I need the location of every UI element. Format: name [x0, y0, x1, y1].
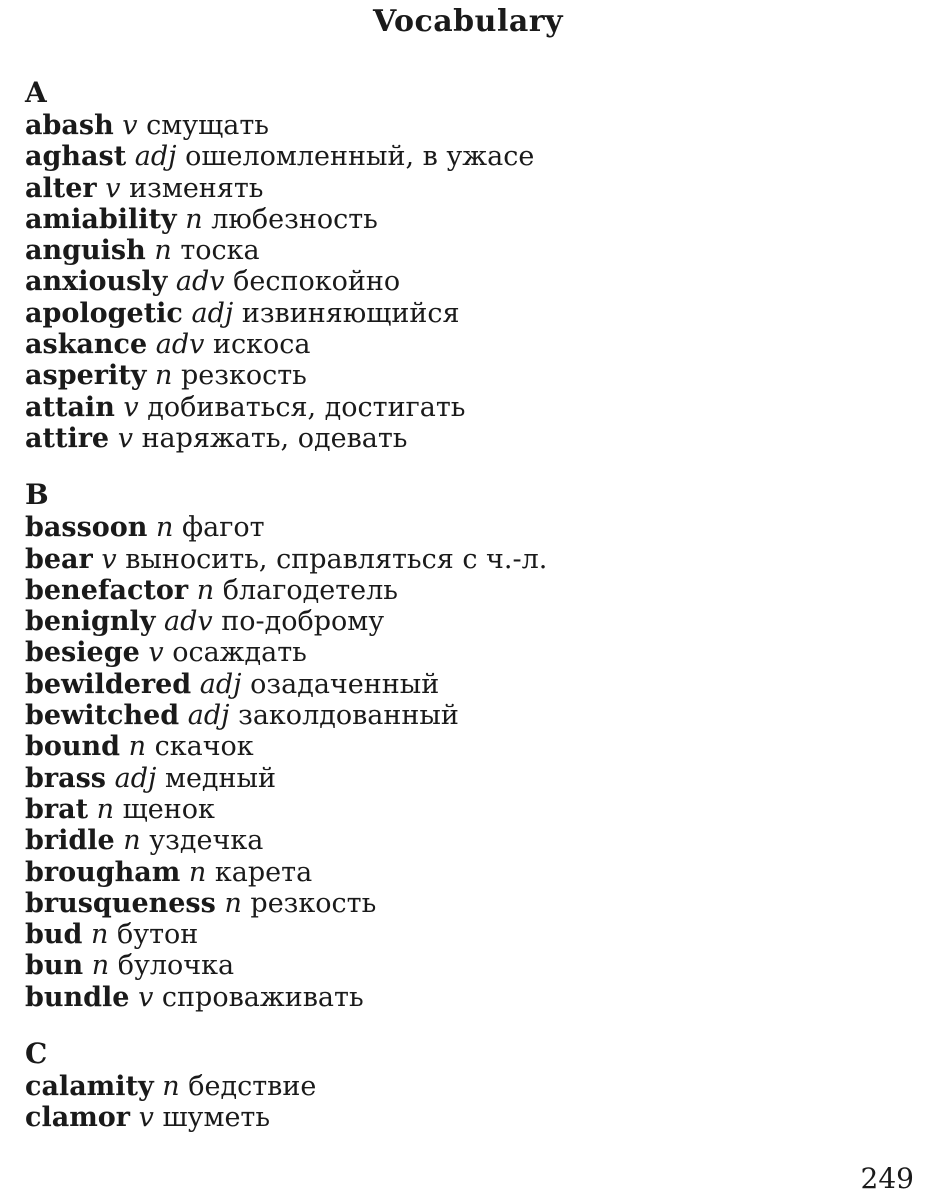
- entry-word: calamity: [25, 1071, 154, 1103]
- page-number: 249: [860, 1162, 914, 1195]
- section-letter: B: [25, 478, 49, 512]
- entry-translation: фагот: [182, 512, 265, 544]
- entry-part-of-speech: n: [162, 1071, 180, 1103]
- entry-translation: благодетель: [222, 574, 398, 606]
- entry-word: bassoon: [25, 512, 148, 544]
- entry-word: benignly: [25, 606, 156, 638]
- vocabulary-entry: [25, 512, 915, 543]
- vocabulary-entry: [25, 731, 915, 762]
- entry-word: abash: [25, 110, 114, 141]
- vocabulary-entry: [25, 110, 915, 141]
- entry-translation: заколдованный: [238, 700, 459, 732]
- entry-word: amiability: [25, 203, 177, 235]
- vocabulary-entry: [25, 392, 915, 423]
- entry-part-of-speech: adj: [187, 700, 230, 732]
- vocabulary-entry: [25, 141, 915, 172]
- entry-part-of-speech: n: [128, 731, 147, 763]
- vocabulary-entry: [25, 700, 915, 731]
- entry-word: benefactor: [25, 574, 189, 606]
- entry-word: alter: [25, 172, 97, 204]
- vocabulary-entry: [25, 1071, 915, 1102]
- vocabulary-entry: [25, 544, 915, 575]
- vocabulary-entry: [25, 637, 915, 668]
- entry-translation: щенок: [122, 793, 215, 825]
- entry-part-of-speech: v: [138, 981, 154, 1013]
- vocabulary-entry: [25, 423, 915, 454]
- entry-translation: изменять: [129, 172, 264, 204]
- section-letter: A: [25, 76, 47, 109]
- entry-translation: резкость: [250, 887, 377, 919]
- entry-part-of-speech: adj: [191, 297, 234, 329]
- entry-translation: бутон: [116, 919, 199, 951]
- entry-part-of-speech: adj: [199, 668, 242, 700]
- entry-translation: по-доброму: [221, 606, 385, 638]
- entry-translation: резкость: [180, 360, 307, 392]
- entry-word: attain: [25, 391, 115, 423]
- entry-translation: смущать: [146, 110, 270, 141]
- entry-part-of-speech: v: [101, 543, 117, 575]
- vocabulary-section: [25, 1037, 915, 1134]
- entry-part-of-speech: n: [154, 235, 172, 267]
- entry-part-of-speech: n: [96, 793, 115, 825]
- vocabulary-entry: [25, 857, 915, 888]
- entry-part-of-speech: adv: [164, 606, 213, 638]
- entry-word: aghast: [25, 141, 127, 173]
- entry-part-of-speech: adj: [134, 141, 177, 173]
- entry-word: brusqueness: [25, 887, 216, 919]
- entry-translation: искоса: [212, 329, 311, 361]
- entry-translation: добиваться, достигать: [147, 391, 466, 423]
- entry-translation: шуметь: [162, 1102, 271, 1134]
- vocabulary-entry: [25, 329, 915, 360]
- vocabulary-list: [25, 76, 915, 1158]
- entry-part-of-speech: n: [224, 887, 242, 919]
- entry-word: bridle: [25, 825, 115, 857]
- entry-translation: бедствие: [188, 1071, 317, 1103]
- entry-part-of-speech: v: [105, 172, 121, 204]
- entry-part-of-speech: adv: [175, 266, 225, 298]
- entry-word: asperity: [25, 360, 147, 392]
- entry-translation: медный: [164, 762, 277, 794]
- entry-part-of-speech: n: [185, 203, 203, 235]
- entry-translation: извиняющийся: [241, 297, 460, 329]
- vocabulary-entry: [25, 825, 915, 856]
- entry-translation: наряжать, одевать: [141, 422, 408, 454]
- entry-part-of-speech: n: [91, 950, 110, 982]
- vocabulary-entry: [25, 794, 915, 825]
- entry-word: bun: [25, 950, 84, 982]
- vocabulary-entry: [25, 950, 915, 981]
- entry-word: anxiously: [25, 266, 168, 298]
- entry-translation: скачок: [154, 731, 254, 763]
- page-title: Vocabulary: [372, 4, 564, 39]
- entry-translation: уздечка: [149, 825, 264, 857]
- vocabulary-entry: [25, 606, 915, 637]
- entry-translation: булочка: [117, 950, 235, 982]
- vocabulary-entry: [25, 266, 915, 297]
- entry-translation: любезность: [211, 203, 378, 235]
- vocabulary-entry: [25, 173, 915, 204]
- entry-word: besiege: [25, 637, 140, 669]
- entry-part-of-speech: adj: [114, 762, 157, 794]
- entry-part-of-speech: v: [138, 1102, 154, 1134]
- vocabulary-entry: [25, 982, 915, 1013]
- entry-translation: выносить, справляться с ч.-л.: [125, 543, 548, 575]
- entry-part-of-speech: n: [156, 512, 174, 544]
- vocabulary-entry: [25, 575, 915, 606]
- entry-part-of-speech: n: [196, 574, 215, 606]
- entry-part-of-speech: n: [155, 360, 173, 392]
- entry-part-of-speech: v: [117, 422, 133, 454]
- entry-part-of-speech: v: [122, 110, 138, 141]
- entry-part-of-speech: n: [123, 825, 141, 857]
- vocabulary-entry: [25, 763, 915, 794]
- entry-translation: осаждать: [172, 637, 307, 669]
- entry-word: bud: [25, 919, 83, 951]
- entry-word: attire: [25, 422, 110, 454]
- entry-word: bear: [25, 543, 93, 575]
- vocabulary-entry: [25, 235, 915, 266]
- entry-translation: ошеломленный, в ужасе: [185, 141, 535, 173]
- entry-part-of-speech: v: [123, 391, 139, 423]
- entry-word: brat: [25, 793, 89, 825]
- entry-translation: тоска: [180, 235, 260, 267]
- entry-part-of-speech: adv: [155, 329, 205, 361]
- entry-translation: спроваживать: [161, 981, 364, 1013]
- entry-word: clamor: [25, 1102, 130, 1134]
- entry-part-of-speech: v: [148, 637, 164, 669]
- entry-translation: озадаченный: [250, 668, 440, 700]
- entry-word: bundle: [25, 981, 130, 1013]
- entry-word: brass: [25, 762, 106, 794]
- vocabulary-entry: [25, 298, 915, 329]
- entry-translation: беспокойно: [233, 266, 401, 298]
- vocabulary-entry: [25, 919, 915, 950]
- vocabulary-entry: [25, 669, 915, 700]
- entry-part-of-speech: n: [90, 919, 109, 951]
- entry-word: bound: [25, 731, 121, 763]
- entry-word: anguish: [25, 235, 146, 267]
- vocabulary-entry: [25, 888, 915, 919]
- section-letter: C: [25, 1037, 48, 1071]
- vocabulary-entry: [25, 360, 915, 391]
- vocabulary-section: [25, 478, 915, 1013]
- vocabulary-section: [25, 76, 915, 454]
- vocabulary-entry: [25, 204, 915, 235]
- entry-word: brougham: [25, 856, 181, 888]
- entry-word: askance: [25, 329, 148, 361]
- entry-translation: карета: [214, 856, 313, 888]
- entry-word: bewildered: [25, 668, 192, 700]
- entry-part-of-speech: n: [188, 856, 207, 888]
- entry-word: apologetic: [25, 297, 183, 329]
- entry-word: bewitched: [25, 700, 180, 732]
- vocabulary-entry: [25, 1102, 915, 1133]
